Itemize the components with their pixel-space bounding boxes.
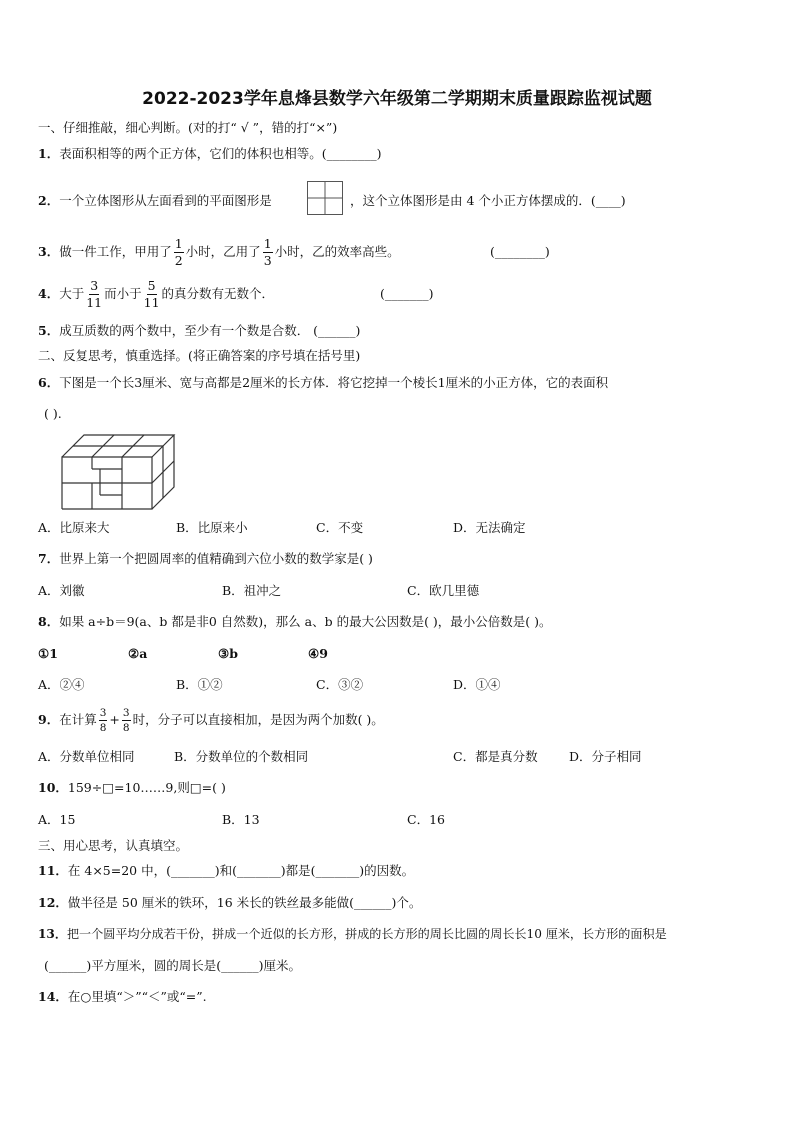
question-text: 表面积相等的两个正方体，它们的体积也相等。(________) xyxy=(59,146,382,161)
answer-blank[interactable]: (________) xyxy=(490,244,550,259)
question-text: 做半径是 50 厘米的铁环，16 米长的铁丝最多能做(______)个。 xyxy=(67,895,422,910)
fraction xyxy=(99,708,108,734)
choice-1: ①1 xyxy=(38,646,58,661)
section-heading-fill: 三、用心思考，认真填空。 xyxy=(38,838,189,853)
question-text: 时，分子可以直接相加，是因为两个加数( )。 xyxy=(132,712,384,727)
fraction xyxy=(122,708,131,734)
choice-4: ④9 xyxy=(308,646,328,661)
question-9 xyxy=(38,703,384,737)
question-number: 13． xyxy=(38,927,67,941)
question-number: 14． xyxy=(38,989,68,1004)
question-text: 小时，乙用了 xyxy=(185,244,261,259)
question-6 xyxy=(38,375,608,391)
two-by-two-grid-figure xyxy=(307,181,343,215)
question-number: 8． xyxy=(38,614,60,629)
answer-blank[interactable]: (_______) xyxy=(380,286,434,301)
question-number: 6． xyxy=(38,375,60,390)
question-2 xyxy=(38,193,272,209)
choice-2: ②a xyxy=(128,646,148,661)
question-number: 12． xyxy=(38,895,68,910)
option-b[interactable]: B．比原来小 xyxy=(176,520,248,535)
cuboid-with-removed-cube-figure xyxy=(60,433,175,511)
question-number: 1． xyxy=(38,146,60,161)
question-number: 10． xyxy=(38,780,68,795)
question-number: 5． xyxy=(38,323,60,338)
question-text: 在○里填“＞”“＜”或“=”. xyxy=(67,989,207,1004)
question-4 xyxy=(38,276,274,312)
numerator: 1 xyxy=(174,238,184,254)
option-d[interactable]: D．①④ xyxy=(453,677,501,692)
question-6-blank[interactable]: ( ). xyxy=(44,406,62,421)
question-5 xyxy=(38,323,360,339)
question-13 xyxy=(38,926,667,942)
option-d[interactable]: D．无法确定 xyxy=(453,520,526,535)
question-1 xyxy=(38,146,381,162)
question-text: 如果 a÷b＝9(a、b 都是非0 自然数)，那么 a、b 的最大公因数是( )，最小公倍数是( )。 xyxy=(59,614,552,629)
question-number: 7． xyxy=(38,551,60,566)
denominator: 3 xyxy=(263,253,272,268)
question-12 xyxy=(38,895,421,911)
question-14 xyxy=(38,989,207,1005)
section-heading-judgment: 一、仔细推敲，细心判断。(对的打“ √ ”，错的打“×”) xyxy=(38,120,338,135)
plus-sign: + xyxy=(109,712,120,727)
question-text: 在 4×5=20 中，(_______)和(_______)都是(_______)的因数。 xyxy=(67,863,415,878)
fraction xyxy=(263,235,273,268)
question-text: 而小于 xyxy=(104,286,142,301)
numerator: 5 xyxy=(147,280,157,296)
option-d[interactable]: D．分子相同 xyxy=(569,749,642,764)
question-10 xyxy=(38,780,226,796)
option-b[interactable]: B．13 xyxy=(222,812,260,827)
numerator: 1 xyxy=(263,238,273,254)
question-text: 159÷□=10……9,则□=( ) xyxy=(67,780,226,795)
question-3 xyxy=(38,234,400,270)
question-text: 小时，乙的效率高些。 xyxy=(274,244,400,259)
question-7 xyxy=(38,551,373,567)
denominator: 11 xyxy=(143,295,160,310)
numerator: 3 xyxy=(99,708,108,722)
choice-3: ③b xyxy=(218,646,238,661)
option-b[interactable]: B．①② xyxy=(176,677,223,692)
option-c[interactable]: C．③② xyxy=(316,677,364,692)
option-c[interactable]: C．欧几里德 xyxy=(407,583,480,598)
option-a[interactable]: A．15 xyxy=(38,812,76,827)
denominator: 8 xyxy=(99,722,107,734)
denominator: 11 xyxy=(86,295,103,310)
option-a[interactable]: A．分数单位相同 xyxy=(38,749,135,764)
fraction xyxy=(86,277,103,310)
question-text: 一个立体图形从左面看到的平面图形是 xyxy=(59,193,272,208)
numerator: 3 xyxy=(89,280,99,296)
question-number: 3． xyxy=(38,244,60,259)
question-text: 的真分数有无数个． xyxy=(161,286,275,301)
section-heading-choice: 二、反复思考，慎重选择。(将正确答案的序号填在括号里) xyxy=(38,348,361,363)
question-text: 在计算 xyxy=(59,712,97,727)
option-c[interactable]: C．不变 xyxy=(316,520,364,535)
question-13-line2: (______)平方厘米，圆的周长是(______)厘米。 xyxy=(44,958,302,973)
fraction xyxy=(143,277,160,310)
option-c[interactable]: C．都是真分数 xyxy=(453,749,538,764)
denominator: 2 xyxy=(174,253,183,268)
question-11 xyxy=(38,863,414,879)
question-2-tail: ，这个立体图形是由 4 个小正方体摆成的．(____) xyxy=(350,193,626,208)
question-text: 做一件工作，甲用了 xyxy=(59,244,172,259)
question-number: 2． xyxy=(38,193,60,208)
option-a[interactable]: A．②④ xyxy=(38,677,85,692)
numerator: 3 xyxy=(122,708,131,722)
option-c[interactable]: C．16 xyxy=(407,812,445,827)
question-text: 把一个圆平均分成若干份，拼成一个近似的长方形，拼成的长方形的周长比圆的周长长10 厘米，长方形的面积是 xyxy=(66,927,667,941)
question-text: 成互质数的两个数中，至少有一个数是合数． (______) xyxy=(59,323,361,338)
fraction xyxy=(174,235,184,268)
option-b[interactable]: B．分数单位的个数相同 xyxy=(174,749,309,764)
option-b[interactable]: B．祖冲之 xyxy=(222,583,282,598)
page-title: 2022-2023学年息烽县数学六年级第二学期期末质量跟踪监视试题 xyxy=(142,89,652,109)
question-number: 4． xyxy=(38,286,60,301)
question-number: 9． xyxy=(38,712,60,727)
question-number: 11． xyxy=(38,863,68,878)
option-a[interactable]: A．比原来大 xyxy=(38,520,110,535)
question-8 xyxy=(38,614,552,630)
option-a[interactable]: A．刘徽 xyxy=(38,583,85,598)
question-text: 下图是一个长3厘米、宽与高都是2厘米的长方体．将它挖掉一个棱长1厘米的小正方体，它的表面积 xyxy=(59,375,609,390)
question-text: 大于 xyxy=(59,286,85,301)
denominator: 8 xyxy=(122,722,130,734)
question-text: 世界上第一个把圆周率的值精确到六位小数的数学家是( ) xyxy=(59,551,373,566)
